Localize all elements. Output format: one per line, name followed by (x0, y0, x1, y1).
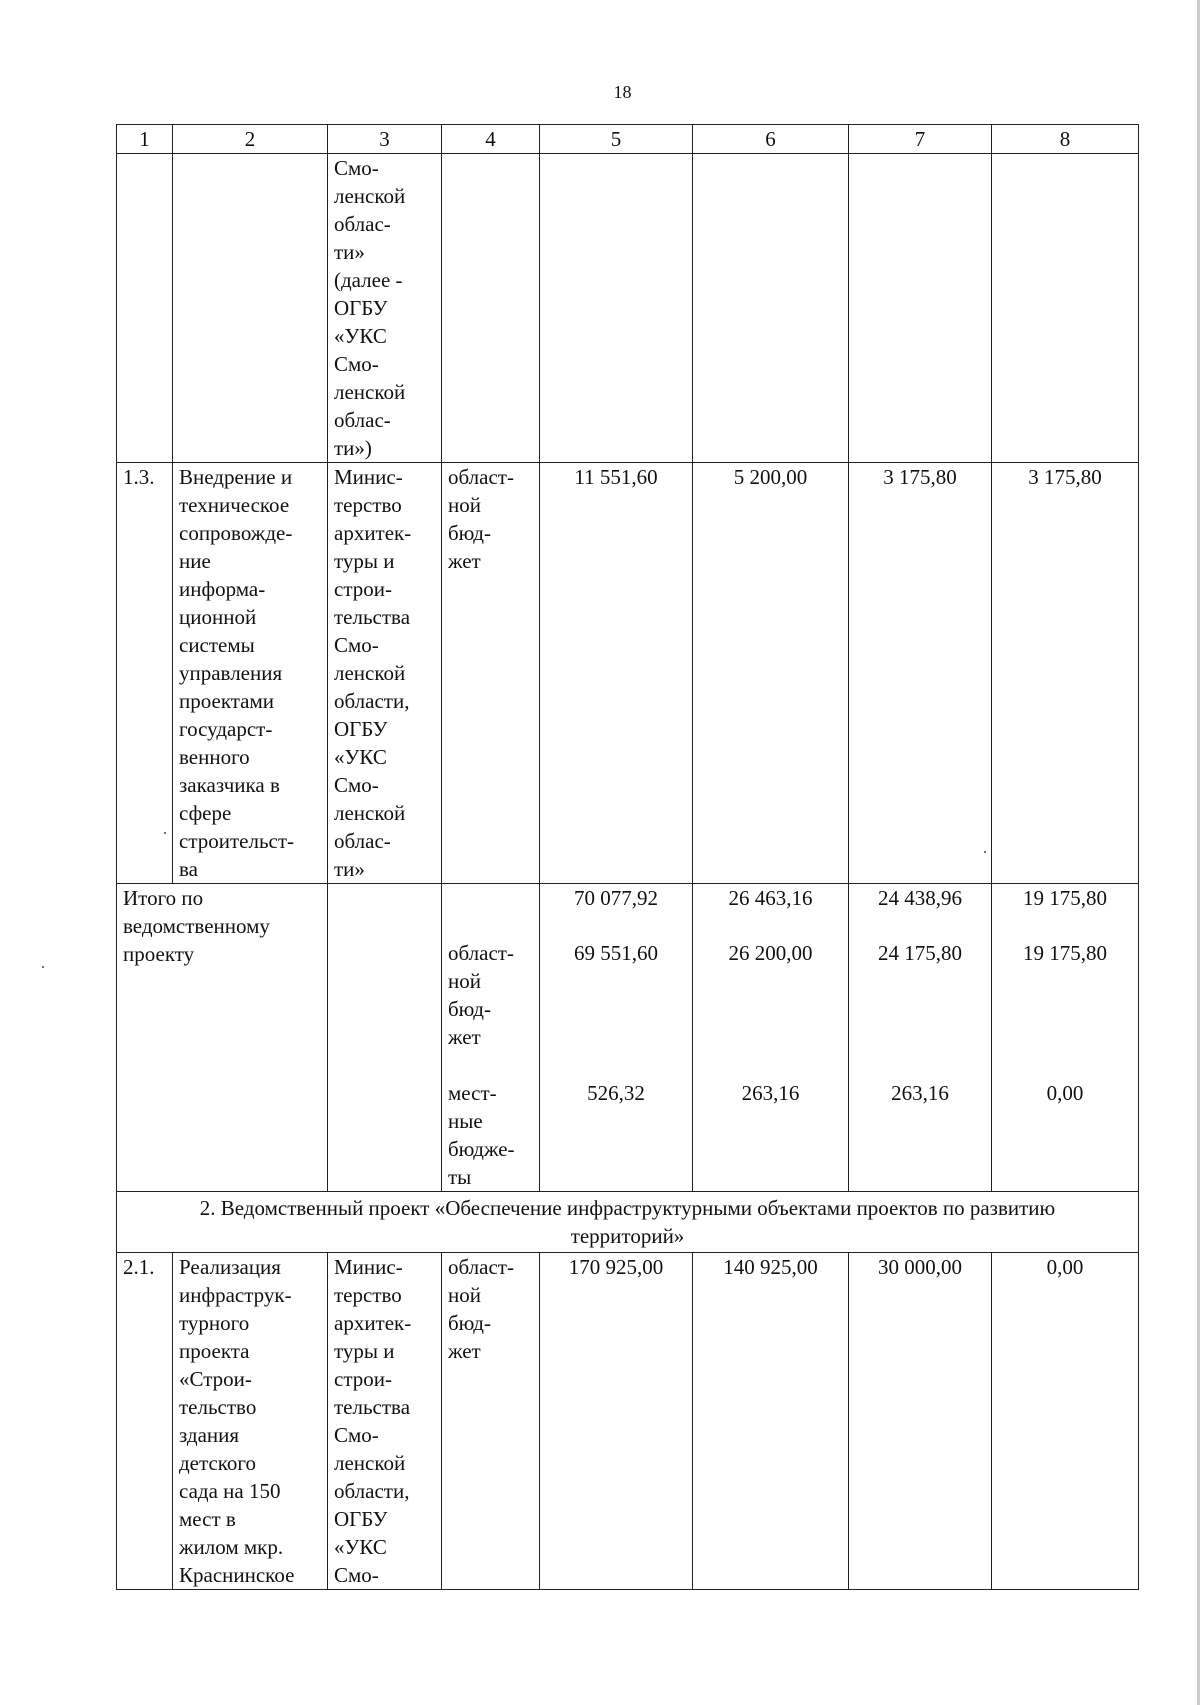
value-col8 (992, 884, 1139, 1192)
header-cell: 8 (992, 125, 1139, 154)
text-line: ти» (334, 857, 365, 881)
text-line: област- (448, 941, 514, 965)
text-line: ва (179, 857, 198, 881)
text-line: бюдже- (448, 1137, 515, 1161)
value-col6 (693, 884, 849, 1192)
text-line: Смо- (334, 156, 379, 180)
value-col5: 11 551,60 (540, 463, 693, 884)
executor-cell (328, 463, 442, 884)
text-line: здания (179, 1423, 240, 1447)
total-all-value: 19 175,80 (1023, 886, 1107, 910)
value-col6: 5 200,00 (693, 463, 849, 884)
text-line: Минис- (334, 465, 403, 489)
scan-speck (984, 851, 986, 853)
total-regional-value: 26 200,00 (728, 941, 813, 965)
text-line: Краснинское (179, 1563, 295, 1587)
text-line: проектами (179, 689, 275, 713)
value-col5: 170 925,00 (540, 1253, 693, 1590)
text-line: ционной (179, 605, 257, 629)
text-line: «УКС (334, 324, 387, 348)
name-cell (173, 463, 328, 884)
text-line: ведомственному (123, 914, 270, 938)
text-line: ные (448, 1109, 483, 1133)
text-line: сфере (179, 801, 232, 825)
text-line: облас- (334, 829, 391, 853)
text-line: ной (448, 1283, 481, 1307)
text-line: жет (448, 1025, 481, 1049)
value-col8: 3 175,80 (992, 463, 1139, 884)
value-col5 (540, 884, 693, 1192)
total-regional-value: 69 551,60 (574, 941, 658, 965)
text-line: системы (179, 633, 255, 657)
text-line: Минис- (334, 1255, 403, 1279)
text-line: турного (179, 1311, 250, 1335)
total-local-value: 263,16 (891, 1081, 949, 1105)
source-cell (442, 1253, 540, 1590)
executor-cell (328, 1253, 442, 1590)
executor-cell (328, 154, 442, 463)
text-line: ной (448, 969, 481, 993)
total-local-value: 263,16 (741, 1081, 800, 1105)
text-line: ной (448, 493, 481, 517)
scan-speck (42, 966, 44, 968)
text-line: туры и (334, 1339, 395, 1363)
budget-table (116, 124, 1139, 1590)
value-col6: 140 925,00 (693, 1253, 849, 1590)
table-row-continuation (117, 154, 1139, 463)
num-cell: 2.1. (117, 1253, 173, 1590)
source-cell (442, 884, 540, 1192)
name-cell (173, 154, 328, 463)
text-line: «УКС (334, 1535, 387, 1559)
header-cell: 3 (328, 125, 442, 154)
text-line: области, (334, 1479, 410, 1503)
text-line: област- (448, 465, 514, 489)
section-title-line: территорий» (570, 1224, 685, 1248)
text-line: ОГБУ (334, 296, 388, 320)
text-line: тельства (334, 1395, 411, 1419)
text-line: жилом мкр. (179, 1535, 284, 1559)
table-row-total (117, 884, 1139, 1192)
text-line: жет (448, 549, 481, 573)
table-row-2-1 (117, 1253, 1139, 1590)
page-number: 18 (613, 82, 632, 102)
text-line: Внедрение и (179, 465, 293, 489)
header-cell: 2 (173, 125, 328, 154)
text-line: венного (179, 745, 250, 769)
section-title-row (117, 1192, 1139, 1253)
text-line: бюд- (448, 1311, 491, 1335)
text-line: инфраструк- (179, 1283, 292, 1307)
text-line: проекту (123, 942, 195, 966)
text-line: ти») (334, 436, 372, 460)
text-line: заказчика в (179, 773, 280, 797)
text-line: архитек- (334, 521, 412, 545)
header-cell: 7 (849, 125, 992, 154)
text-line: туры и (334, 549, 395, 573)
text-line: мест- (448, 1081, 497, 1105)
text-line: ленской (334, 801, 406, 825)
text-line: ты (448, 1165, 472, 1189)
text-line: Смо- (334, 633, 379, 657)
text-line: Итого по (123, 886, 204, 910)
text-line: Смо- (334, 352, 379, 376)
text-line: жет (448, 1339, 481, 1363)
text-line: област- (448, 1255, 514, 1279)
total-all-value: 70 077,92 (574, 886, 658, 910)
total-local-value: 526,32 (587, 1081, 645, 1105)
text-line: строительст- (179, 829, 295, 853)
text-line: «УКС (334, 745, 387, 769)
text-line: информа- (179, 577, 266, 601)
text-line: управления (179, 661, 283, 685)
text-line: ленской (334, 661, 406, 685)
text-line: мест в (179, 1507, 236, 1531)
text-line: ОГБУ (334, 717, 388, 741)
text-line: тельство (179, 1395, 257, 1419)
text-line: бюд- (448, 997, 491, 1021)
text-line: ленской (334, 380, 406, 404)
total-regional-value: 24 175,80 (878, 941, 962, 965)
section-title-line: 2. Ведомственный проект «Обеспечение инфраструктурными объектами проектов по развитию (199, 1196, 1056, 1220)
text-line: Реализация (179, 1255, 281, 1279)
text-line: детского (179, 1451, 256, 1475)
name-cell (173, 1253, 328, 1590)
text-line: сопровожде- (179, 521, 293, 545)
text-line: проекта (179, 1339, 250, 1363)
header-cell: 1 (117, 125, 173, 154)
num-cell (117, 154, 173, 463)
value-col7: 30 000,00 (849, 1253, 992, 1590)
value-col7 (849, 884, 992, 1192)
text-line: ние (179, 549, 211, 573)
text-line: строи- (334, 1367, 392, 1391)
text-line: облас- (334, 408, 391, 432)
text-line: тельства (334, 605, 411, 629)
total-regional-value: 19 175,80 (1023, 941, 1107, 965)
text-line: терство (334, 493, 402, 517)
header-cell: 4 (442, 125, 540, 154)
text-line: Смо- (334, 1563, 379, 1587)
total-all-value: 26 463,16 (728, 886, 813, 910)
text-line: Смо- (334, 773, 379, 797)
value-col8: 0,00 (992, 1253, 1139, 1590)
header-cell: 6 (693, 125, 849, 154)
text-line: сада на 150 (179, 1479, 281, 1503)
section-title (117, 1192, 1139, 1253)
text-line: ОГБУ (334, 1507, 388, 1531)
value-col7: 3 175,80 (849, 463, 992, 884)
text-line: области, (334, 689, 410, 713)
text-line: бюд- (448, 521, 491, 545)
total-label-cell (117, 884, 328, 1192)
text-line: Смо- (334, 1423, 379, 1447)
total-local-value: 0,00 (1046, 1081, 1084, 1105)
text-line: государст- (179, 717, 273, 741)
text-line: архитек- (334, 1311, 412, 1335)
num-cell: 1.3. (117, 463, 173, 884)
text-line: (далее - (334, 268, 403, 292)
text-line: облас- (334, 212, 391, 236)
text-line: ленской (334, 184, 406, 208)
text-line: техническое (179, 493, 290, 517)
header-row (117, 125, 1139, 154)
text-line: строи- (334, 577, 392, 601)
header-cell: 5 (540, 125, 693, 154)
text-line: «Строи- (179, 1367, 252, 1391)
table-row-1-3 (117, 463, 1139, 884)
text-line: ти» (334, 240, 365, 264)
scan-speck (164, 832, 166, 834)
total-all-value: 24 438,96 (878, 886, 962, 910)
executor-cell (328, 884, 442, 1192)
text-line: терство (334, 1283, 402, 1307)
text-line: ленской (334, 1451, 406, 1475)
source-cell (442, 463, 540, 884)
